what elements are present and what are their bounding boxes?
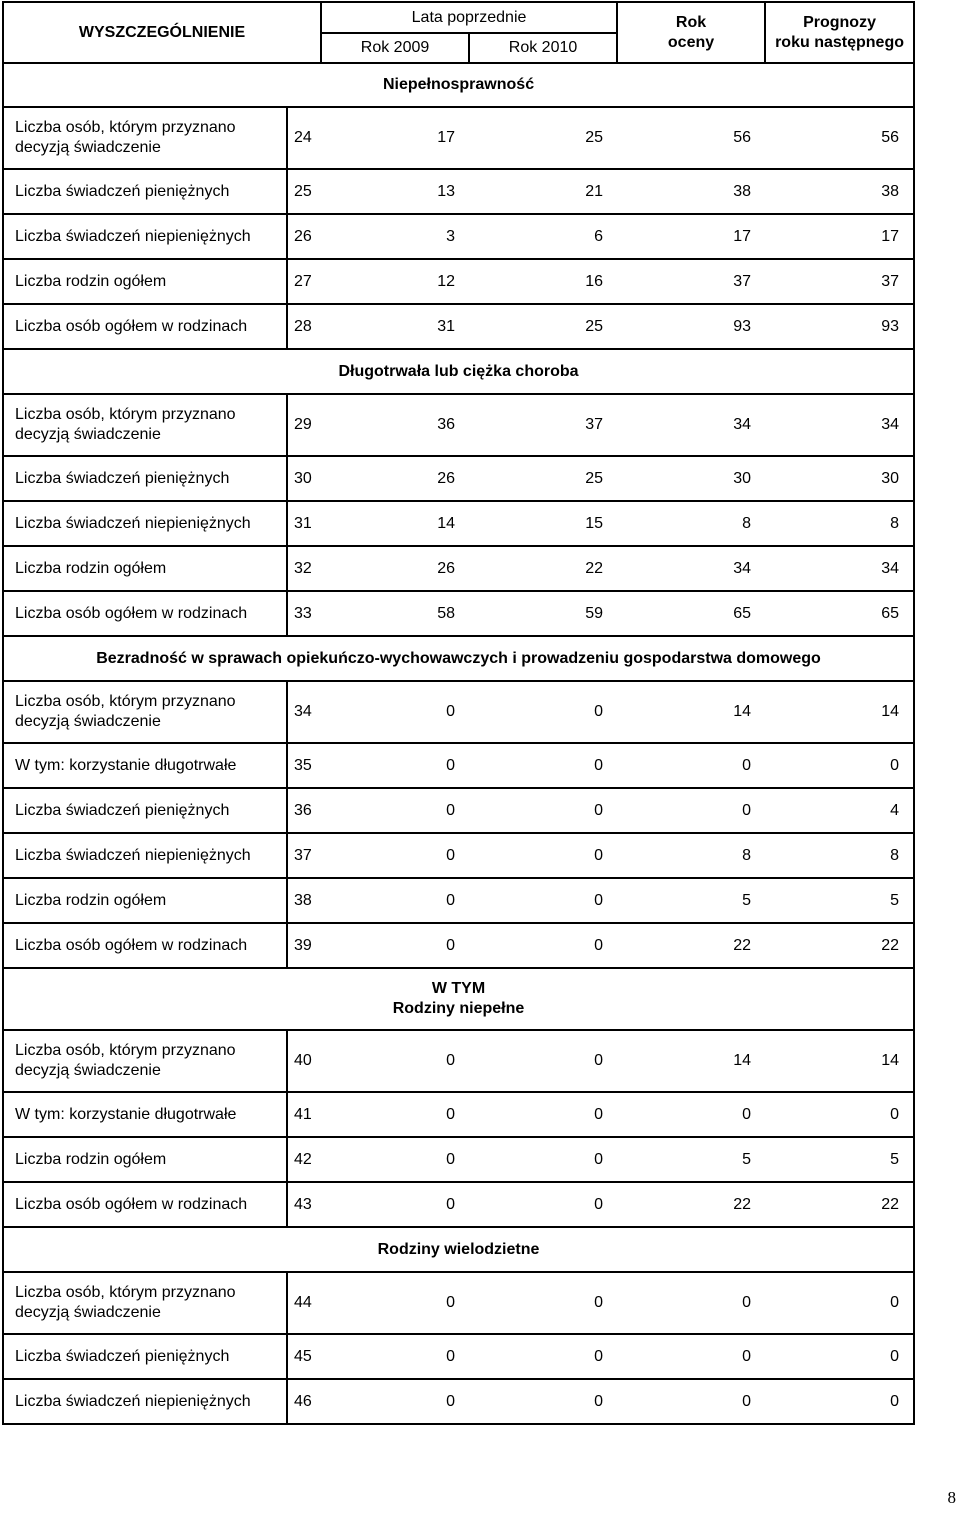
value-forecast: 8 — [765, 501, 914, 546]
table-row — [3, 681, 914, 743]
value-forecast: 37 — [765, 259, 914, 304]
value-forecast: 5 — [765, 1137, 914, 1182]
value-forecast: 5 — [765, 878, 914, 923]
value-2010: 25 — [469, 456, 617, 501]
row-number: 42 — [287, 1137, 321, 1182]
value-evaluation-year: 37 — [617, 259, 765, 304]
table-row — [3, 169, 914, 214]
value-forecast: 34 — [765, 546, 914, 591]
value-evaluation-year: 0 — [617, 1092, 765, 1137]
table-row — [3, 259, 914, 304]
row-label: Liczba osób, którym przyznano decyzją świadczenie — [3, 107, 287, 169]
row-number: 30 — [287, 456, 321, 501]
value-evaluation-year: 0 — [617, 743, 765, 788]
value-2009: 0 — [321, 923, 469, 968]
row-label: Liczba świadczeń pieniężnych — [3, 788, 287, 833]
value-2010: 37 — [469, 394, 617, 456]
value-2010: 0 — [469, 833, 617, 878]
value-2009: 0 — [321, 1137, 469, 1182]
value-forecast: 4 — [765, 788, 914, 833]
row-number: 28 — [287, 304, 321, 349]
header-previous-years: Lata poprzednie — [321, 2, 617, 33]
header-forecast-line1: Prognozy — [803, 13, 876, 31]
section-title-text: Niepełnosprawność — [382, 76, 535, 93]
row-label: Liczba osób ogółem w rodzinach — [3, 304, 287, 349]
value-evaluation-year: 65 — [617, 591, 765, 636]
table-row — [3, 1272, 914, 1334]
section-title-text: Długotrwała lub ciężka choroba — [338, 362, 579, 380]
value-evaluation-year: 0 — [617, 1379, 765, 1424]
table-row — [3, 107, 914, 169]
row-number: 32 — [287, 546, 321, 591]
table-row — [3, 1334, 914, 1379]
value-2009: 0 — [321, 1182, 469, 1227]
header-eval-line1: Rok — [675, 13, 707, 31]
table-row — [3, 1092, 914, 1137]
value-forecast: 17 — [765, 214, 914, 259]
value-forecast: 93 — [765, 304, 914, 349]
value-forecast: 34 — [765, 394, 914, 456]
value-evaluation-year: 14 — [617, 681, 765, 743]
value-forecast: 65 — [765, 591, 914, 636]
value-2010: 0 — [469, 1272, 617, 1334]
section-title — [3, 636, 914, 681]
row-label: Liczba osób, którym przyznano decyzją świadczenie — [3, 1030, 287, 1092]
row-number: 33 — [287, 591, 321, 636]
value-evaluation-year: 0 — [617, 1272, 765, 1334]
header-forecast-line2: roku następnego — [775, 33, 904, 51]
table-row — [3, 304, 914, 349]
value-2010: 0 — [469, 1137, 617, 1182]
row-label: Liczba osób ogółem w rodzinach — [3, 591, 287, 636]
value-2009: 0 — [321, 878, 469, 923]
table-row — [3, 1182, 914, 1227]
value-2009: 31 — [321, 304, 469, 349]
table-row — [3, 591, 914, 636]
value-2010: 0 — [469, 1379, 617, 1424]
value-evaluation-year: 0 — [617, 788, 765, 833]
value-evaluation-year: 22 — [617, 1182, 765, 1227]
row-label: Liczba rodzin ogółem — [3, 546, 287, 591]
row-number: 29 — [287, 394, 321, 456]
section-title — [3, 349, 914, 394]
value-2009: 17 — [321, 107, 469, 169]
value-forecast: 8 — [765, 833, 914, 878]
header-year-2010: Rok 2010 — [469, 33, 617, 63]
value-2009: 0 — [321, 788, 469, 833]
row-number: 45 — [287, 1334, 321, 1379]
table-row — [3, 1137, 914, 1182]
value-2010: 0 — [469, 1182, 617, 1227]
table-row — [3, 923, 914, 968]
row-label: Liczba rodzin ogółem — [3, 1137, 287, 1182]
value-forecast: 14 — [765, 1030, 914, 1092]
row-number: 40 — [287, 1030, 321, 1092]
row-label: Liczba świadczeń niepieniężnych — [3, 833, 287, 878]
table-row — [3, 394, 914, 456]
value-2009: 13 — [321, 169, 469, 214]
table-row — [3, 546, 914, 591]
value-evaluation-year: 56 — [617, 107, 765, 169]
header-eval-line2: oceny — [667, 33, 715, 51]
table-row — [3, 833, 914, 878]
value-evaluation-year: 5 — [617, 878, 765, 923]
row-number: 46 — [287, 1379, 321, 1424]
row-number: 37 — [287, 833, 321, 878]
value-2009: 26 — [321, 456, 469, 501]
statistics-table — [2, 1, 915, 1425]
row-number: 25 — [287, 169, 321, 214]
value-evaluation-year: 8 — [617, 833, 765, 878]
value-2010: 15 — [469, 501, 617, 546]
table-row — [3, 743, 914, 788]
table-row — [3, 1379, 914, 1424]
section-title-text: W TYM — [431, 980, 486, 997]
row-number: 38 — [287, 878, 321, 923]
value-2009: 0 — [321, 1092, 469, 1137]
section-title-text: Bezradność w sprawach opiekuńczo-wychowawczych i prowadzeniu gospodarstwa domowego — [96, 649, 821, 667]
row-label: Liczba osób ogółem w rodzinach — [3, 1182, 287, 1227]
value-evaluation-year: 30 — [617, 456, 765, 501]
value-2010: 0 — [469, 743, 617, 788]
value-2010: 25 — [469, 107, 617, 169]
table-row — [3, 501, 914, 546]
header-year-2009: Rok 2009 — [321, 33, 469, 63]
value-forecast: 0 — [765, 1092, 914, 1137]
value-evaluation-year: 8 — [617, 501, 765, 546]
value-2009: 3 — [321, 214, 469, 259]
value-evaluation-year: 34 — [617, 394, 765, 456]
value-forecast: 30 — [765, 456, 914, 501]
row-label: Liczba rodzin ogółem — [3, 878, 287, 923]
row-number: 41 — [287, 1092, 321, 1137]
value-evaluation-year: 34 — [617, 546, 765, 591]
header-description: WYSZCZEGÓLNIENIE — [3, 2, 321, 63]
row-number: 34 — [287, 681, 321, 743]
value-2009: 0 — [321, 681, 469, 743]
value-evaluation-year: 93 — [617, 304, 765, 349]
value-2010: 0 — [469, 923, 617, 968]
value-2010: 0 — [469, 1030, 617, 1092]
value-evaluation-year: 14 — [617, 1030, 765, 1092]
value-2010: 0 — [469, 878, 617, 923]
value-evaluation-year: 0 — [617, 1334, 765, 1379]
row-number: 35 — [287, 743, 321, 788]
value-forecast: 38 — [765, 169, 914, 214]
value-forecast: 0 — [765, 1272, 914, 1334]
value-2009: 0 — [321, 1272, 469, 1334]
section-title — [3, 1227, 914, 1272]
row-label: Liczba osób ogółem w rodzinach — [3, 923, 287, 968]
row-label: Liczba osób, którym przyznano decyzją świadczenie — [3, 1272, 287, 1334]
value-2010: 0 — [469, 788, 617, 833]
value-2010: 22 — [469, 546, 617, 591]
row-label: Liczba osób, którym przyznano decyzją świadczenie — [3, 394, 287, 456]
section-title — [3, 63, 914, 107]
value-2009: 58 — [321, 591, 469, 636]
value-forecast: 0 — [765, 1379, 914, 1424]
value-forecast: 22 — [765, 1182, 914, 1227]
row-number: 31 — [287, 501, 321, 546]
value-2010: 0 — [469, 1334, 617, 1379]
value-evaluation-year: 38 — [617, 169, 765, 214]
row-number: 36 — [287, 788, 321, 833]
value-2009: 0 — [321, 1379, 469, 1424]
value-2010: 0 — [469, 681, 617, 743]
table-row — [3, 1030, 914, 1092]
value-2009: 26 — [321, 546, 469, 591]
table-row — [3, 878, 914, 923]
row-number: 24 — [287, 107, 321, 169]
value-evaluation-year: 17 — [617, 214, 765, 259]
value-2009: 0 — [321, 743, 469, 788]
row-label: Liczba świadczeń pieniężnych — [3, 169, 287, 214]
row-number: 26 — [287, 214, 321, 259]
value-2010: 25 — [469, 304, 617, 349]
value-forecast: 14 — [765, 681, 914, 743]
value-2009: 0 — [321, 1030, 469, 1092]
page-number: 8 — [947, 1488, 956, 1507]
row-number: 27 — [287, 259, 321, 304]
value-2010: 16 — [469, 259, 617, 304]
value-2010: 0 — [469, 1092, 617, 1137]
value-2010: 59 — [469, 591, 617, 636]
value-evaluation-year: 5 — [617, 1137, 765, 1182]
row-label: W tym: korzystanie długotrwałe — [3, 743, 287, 788]
section-title — [3, 968, 914, 1030]
value-forecast: 0 — [765, 743, 914, 788]
row-label: W tym: korzystanie długotrwałe — [3, 1092, 287, 1137]
row-label: Liczba świadczeń niepieniężnych — [3, 501, 287, 546]
value-forecast: 56 — [765, 107, 914, 169]
row-number: 43 — [287, 1182, 321, 1227]
value-2009: 12 — [321, 259, 469, 304]
value-2009: 0 — [321, 833, 469, 878]
table-row — [3, 788, 914, 833]
value-2009: 36 — [321, 394, 469, 456]
value-2009: 0 — [321, 1334, 469, 1379]
row-label: Liczba świadczeń pieniężnych — [3, 1334, 287, 1379]
value-evaluation-year: 22 — [617, 923, 765, 968]
table-row — [3, 214, 914, 259]
value-2009: 14 — [321, 501, 469, 546]
section-title-text: Rodziny wielodzietne — [377, 1240, 540, 1258]
value-forecast: 22 — [765, 923, 914, 968]
value-2010: 6 — [469, 214, 617, 259]
row-number: 44 — [287, 1272, 321, 1334]
row-label: Liczba świadczeń niepieniężnych — [3, 1379, 287, 1424]
header-evaluation-year — [617, 2, 765, 63]
table-row — [3, 456, 914, 501]
row-label: Liczba osób, którym przyznano decyzją świadczenie — [3, 681, 287, 743]
row-label: Liczba rodzin ogółem — [3, 259, 287, 304]
value-forecast: 0 — [765, 1334, 914, 1379]
row-label: Liczba świadczeń niepieniężnych — [3, 214, 287, 259]
header-forecast — [765, 2, 914, 63]
row-number: 39 — [287, 923, 321, 968]
row-label: Liczba świadczeń pieniężnych — [3, 456, 287, 501]
value-2010: 21 — [469, 169, 617, 214]
section-subtitle-text: Rodziny niepełne — [392, 1000, 525, 1017]
